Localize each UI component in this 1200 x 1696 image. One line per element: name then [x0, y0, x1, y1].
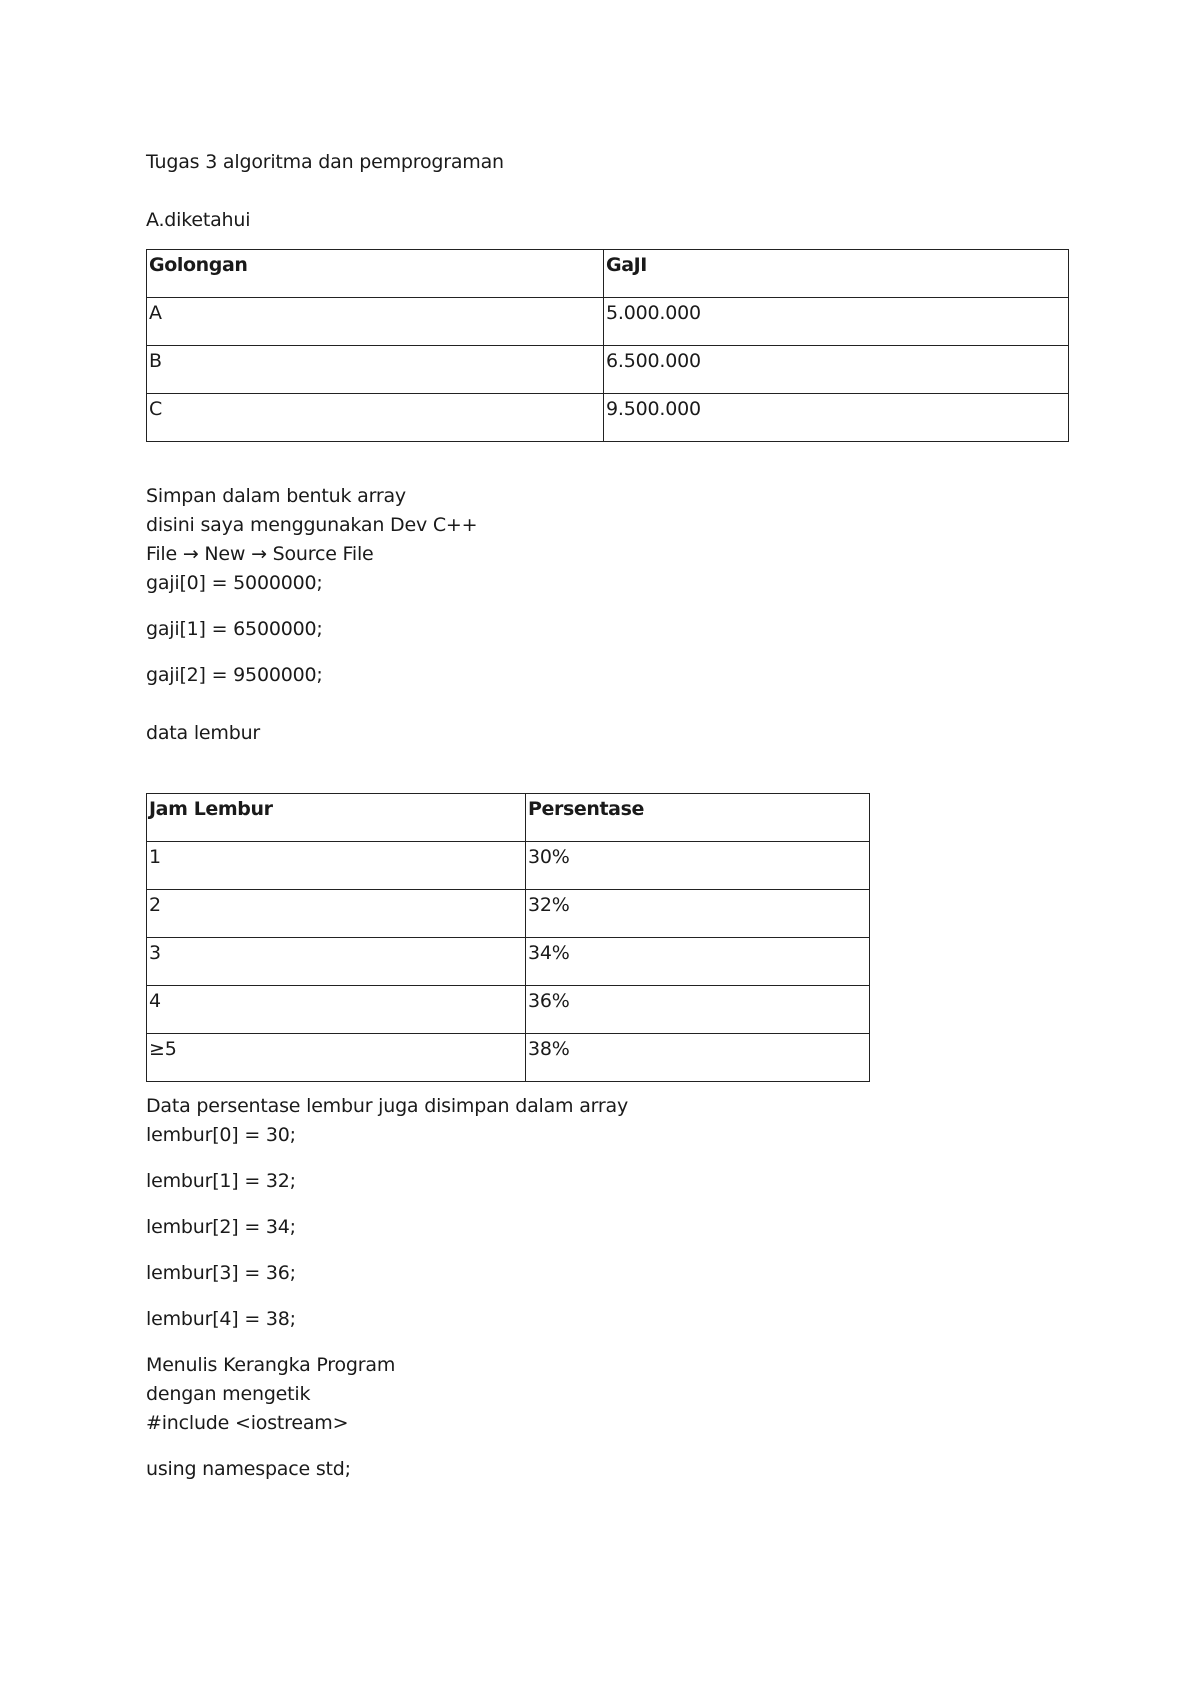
paragraph-line: Simpan dalam bentuk array: [146, 485, 406, 507]
table-row: [147, 394, 1069, 442]
code-line: gaji[1] = 6500000;: [146, 618, 323, 640]
document-title: Tugas 3 algoritma dan pemprograman: [146, 151, 504, 173]
code-line: lembur[1] = 32;: [146, 1170, 296, 1192]
table-cell: 1: [147, 842, 526, 890]
code-line: lembur[4] = 38;: [146, 1308, 296, 1330]
table-row: [147, 938, 870, 986]
code-line: #include <iostream>: [146, 1412, 349, 1434]
paragraph-line: File → New → Source File: [146, 543, 374, 565]
table-row: [147, 346, 1069, 394]
table-row: [147, 986, 870, 1034]
table-cell: 36%: [526, 986, 870, 1034]
table-cell: 4: [147, 986, 526, 1034]
code-line: lembur[3] = 36;: [146, 1262, 296, 1284]
table-row: [147, 1034, 870, 1082]
code-line: lembur[0] = 30;: [146, 1124, 296, 1146]
code-line: lembur[2] = 34;: [146, 1216, 296, 1238]
paragraph-line: dengan mengetik: [146, 1383, 311, 1405]
table-cell: 6.500.000: [604, 346, 1069, 394]
code-line: gaji[0] = 5000000;: [146, 572, 323, 594]
table-cell: 30%: [526, 842, 870, 890]
table-cell: C: [147, 394, 604, 442]
table-header-cell: Golongan: [147, 250, 604, 298]
table-cell: 32%: [526, 890, 870, 938]
paragraph-line: disini saya menggunakan Dev C++: [146, 514, 478, 536]
table-cell: 38%: [526, 1034, 870, 1082]
table-cell: 5.000.000: [604, 298, 1069, 346]
section-a-heading: A.diketahui: [146, 209, 251, 231]
paragraph-line: Data persentase lembur juga disimpan dalam array: [146, 1095, 629, 1117]
table-row: [147, 890, 870, 938]
paragraph-line: data lembur: [146, 722, 261, 744]
gaji-table: [146, 249, 1069, 442]
lembur-table: [146, 793, 870, 1082]
table-cell: 3: [147, 938, 526, 986]
table-cell: 9.500.000: [604, 394, 1069, 442]
code-line: using namespace std;: [146, 1458, 351, 1480]
table-cell: ≥5: [147, 1034, 526, 1082]
code-line: gaji[2] = 9500000;: [146, 664, 323, 686]
table-cell: B: [147, 346, 604, 394]
table-cell: 34%: [526, 938, 870, 986]
table-row: [147, 842, 870, 890]
table-cell: A: [147, 298, 604, 346]
table-header-cell: Persentase: [526, 794, 870, 842]
table-header-row: [147, 250, 1069, 298]
table-row: [147, 298, 1069, 346]
table-header-cell: Jam Lembur: [147, 794, 526, 842]
paragraph-line: Menulis Kerangka Program: [146, 1354, 396, 1376]
table-cell: 2: [147, 890, 526, 938]
table-header-cell: GaJI: [604, 250, 1069, 298]
table-header-row: [147, 794, 870, 842]
